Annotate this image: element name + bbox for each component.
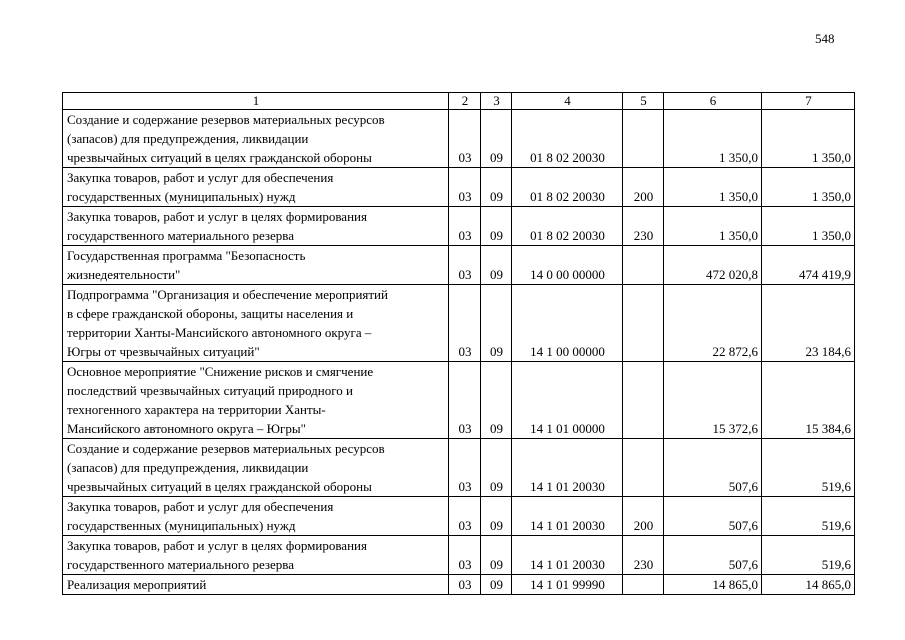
section-code-cell: 03 [449, 168, 481, 207]
item-name-cell [63, 110, 449, 168]
amount-year2-cell: 1 350,0 [762, 168, 855, 207]
table-row [63, 110, 855, 168]
subsection-code-cell: 09 [481, 362, 512, 439]
amount-year1-cell: 14 865,0 [664, 575, 762, 595]
target-article-cell: 01 8 02 20030 [512, 207, 623, 246]
subsection-code-cell: 09 [481, 246, 512, 285]
item-name-line: Государственная программа "Безопасность [67, 248, 306, 263]
page-number: 548 [815, 31, 835, 46]
amount-year1-cell: 15 372,6 [664, 362, 762, 439]
expense-type-cell [623, 362, 664, 439]
item-name-line: (запасов) для предупреждения, ликвидации [67, 131, 309, 146]
subsection-code-cell: 09 [481, 439, 512, 497]
item-name-line: (запасов) для предупреждения, ликвидации [67, 460, 309, 475]
section-code-cell: 03 [449, 362, 481, 439]
item-name-cell [63, 575, 449, 595]
header-cell: 4 [512, 93, 623, 110]
item-name-cell [63, 362, 449, 439]
item-name-cell [63, 168, 449, 207]
amount-year1-cell: 472 020,8 [664, 246, 762, 285]
amount-year1-cell: 1 350,0 [664, 207, 762, 246]
item-name-cell [63, 207, 449, 246]
item-name-line: Создание и содержание резервов материальных ресурсов [67, 441, 385, 456]
expense-type-cell [623, 439, 664, 497]
subsection-code-cell: 09 [481, 575, 512, 595]
table-row [63, 536, 855, 575]
amount-year2-cell: 1 350,0 [762, 110, 855, 168]
section-code-cell: 03 [449, 207, 481, 246]
subsection-code-cell: 09 [481, 497, 512, 536]
amount-year2-cell: 23 184,6 [762, 285, 855, 362]
target-article-cell: 14 1 01 20030 [512, 497, 623, 536]
budget-table [62, 92, 855, 595]
expense-type-cell: 200 [623, 497, 664, 536]
amount-year2-cell: 519,6 [762, 497, 855, 536]
amount-year2-cell: 519,6 [762, 536, 855, 575]
item-name-line: государственного материального резерва [67, 557, 295, 572]
target-article-cell: 14 0 00 00000 [512, 246, 623, 285]
expense-type-cell [623, 575, 664, 595]
header-cell: 5 [623, 93, 664, 110]
target-article-cell: 14 1 01 99990 [512, 575, 623, 595]
item-name-line: жизнедеятельности" [67, 267, 181, 282]
amount-year1-cell: 22 872,6 [664, 285, 762, 362]
header-cell: 6 [664, 93, 762, 110]
target-article-cell: 01 8 02 20030 [512, 168, 623, 207]
target-article-cell: 14 1 01 20030 [512, 536, 623, 575]
section-code-cell: 03 [449, 497, 481, 536]
item-name-cell [63, 536, 449, 575]
item-name-line: территории Ханты-Мансийского автономного округа – [67, 325, 372, 340]
table-row [63, 497, 855, 536]
expense-type-cell [623, 110, 664, 168]
target-article-cell: 14 1 01 00000 [512, 362, 623, 439]
item-name-line: Создание и содержание резервов материальных ресурсов [67, 112, 385, 127]
section-code-cell: 03 [449, 110, 481, 168]
target-article-cell: 14 1 00 00000 [512, 285, 623, 362]
table-row [63, 168, 855, 207]
item-name-line: Мансийского автономного округа – Югры" [67, 421, 306, 436]
item-name-line: Подпрограмма "Организация и обеспечение мероприятий [67, 287, 388, 302]
header-row [63, 93, 855, 110]
table-row [63, 362, 855, 439]
item-name-cell [63, 439, 449, 497]
item-name-line: Закупка товаров, работ и услуг в целях формирования [67, 209, 367, 224]
header-cell: 2 [449, 93, 481, 110]
expense-type-cell: 230 [623, 536, 664, 575]
amount-year2-cell: 519,6 [762, 439, 855, 497]
subsection-code-cell: 09 [481, 110, 512, 168]
item-name-line: Закупка товаров, работ и услуг для обеспечения [67, 170, 334, 185]
item-name-line: Основное мероприятие "Снижение рисков и смягчение [67, 364, 374, 379]
amount-year2-cell: 474 419,9 [762, 246, 855, 285]
amount-year2-cell: 14 865,0 [762, 575, 855, 595]
amount-year1-cell: 507,6 [664, 497, 762, 536]
table-row [63, 285, 855, 362]
item-name-line: чрезвычайных ситуаций в целях гражданской обороны [67, 479, 372, 494]
item-name-line: Закупка товаров, работ и услуг для обеспечения [67, 499, 334, 514]
header-cell: 1 [63, 93, 449, 110]
item-name-line: чрезвычайных ситуаций в целях гражданской обороны [67, 150, 372, 165]
item-name-line: государственных (муниципальных) нужд [67, 518, 296, 533]
section-code-cell: 03 [449, 536, 481, 575]
section-code-cell: 03 [449, 575, 481, 595]
header-cell: 3 [481, 93, 512, 110]
section-code-cell: 03 [449, 285, 481, 362]
item-name-line: государственного материального резерва [67, 228, 295, 243]
header-cell: 7 [762, 93, 855, 110]
table-row [63, 575, 855, 595]
expense-type-cell [623, 246, 664, 285]
expense-type-cell [623, 285, 664, 362]
item-name-line: Закупка товаров, работ и услуг в целях формирования [67, 538, 367, 553]
amount-year1-cell: 507,6 [664, 536, 762, 575]
amount-year1-cell: 1 350,0 [664, 168, 762, 207]
expense-type-cell: 200 [623, 168, 664, 207]
item-name-line: государственных (муниципальных) нужд [67, 189, 296, 204]
subsection-code-cell: 09 [481, 207, 512, 246]
target-article-cell: 01 8 02 20030 [512, 110, 623, 168]
amount-year1-cell: 507,6 [664, 439, 762, 497]
table-row [63, 246, 855, 285]
target-article-cell: 14 1 01 20030 [512, 439, 623, 497]
item-name-cell [63, 246, 449, 285]
item-name-cell [63, 497, 449, 536]
table-row [63, 207, 855, 246]
amount-year2-cell: 15 384,6 [762, 362, 855, 439]
item-name-line: техногенного характера на территории Ханты- [67, 402, 326, 417]
subsection-code-cell: 09 [481, 536, 512, 575]
section-code-cell: 03 [449, 439, 481, 497]
item-name-line: Реализация мероприятий [67, 577, 207, 592]
item-name-line: последствий чрезвычайных ситуаций природного и [67, 383, 353, 398]
expense-type-cell: 230 [623, 207, 664, 246]
item-name-line: Югры от чрезвычайных ситуаций" [67, 344, 260, 359]
item-name-cell [63, 285, 449, 362]
item-name-line: в сфере гражданской обороны, защиты населения и [67, 306, 354, 321]
table-row [63, 439, 855, 497]
subsection-code-cell: 09 [481, 168, 512, 207]
amount-year1-cell: 1 350,0 [664, 110, 762, 168]
amount-year2-cell: 1 350,0 [762, 207, 855, 246]
section-code-cell: 03 [449, 246, 481, 285]
subsection-code-cell: 09 [481, 285, 512, 362]
